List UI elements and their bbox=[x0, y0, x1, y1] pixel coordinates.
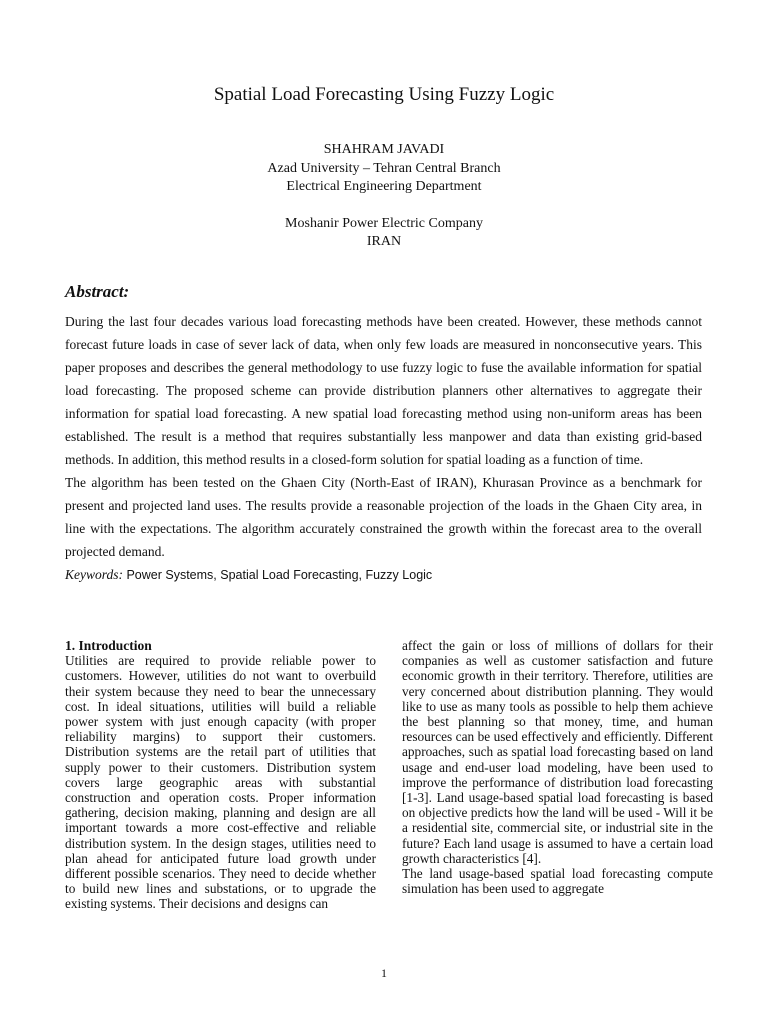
keywords-label: Keywords: bbox=[65, 567, 123, 582]
abstract-body bbox=[65, 310, 702, 587]
intro-right-text-1: affect the gain or loss of millions of dollars for their companies as well as customer satisfaction and future economic growth in their territory. Therefore, utilities are very concerned about distribution planning. They would like to use as many tools as possible to help them achieve the best planning so that money, time, and human resources can be used effectively and efficiently. Different approaches, such as spatial load forecasting based on land usage and end-user load modeling, have been used to improve the performance of distribution load forecasting [1-3]. Land usage-based spatial load forecasting is based on objective predicts how the land will be used - Will it be a residential site, commercial site, or industrial site in the future? Each land usage is assumed to have a certain load growth characteristics [4]. bbox=[402, 638, 713, 866]
section-heading-introduction: 1. Introduction bbox=[65, 638, 152, 653]
abstract-heading: Abstract: bbox=[65, 282, 130, 301]
author-block bbox=[0, 141, 768, 252]
keywords-text: Power Systems, Spatial Load Forecasting, Fuzzy Logic bbox=[123, 568, 433, 582]
abstract-paragraph-2: The algorithm has been tested on the Ghaen City (North-East of IRAN), Khurasan Province as a benchmark for present and projected land uses. The results provide a reasonable projection of the loads in the Ghaen City area, in line with the expectations. The algorithm accurately constrained the growth within the forecast area to the overall projected demand. bbox=[65, 475, 702, 559]
page-number: 1 bbox=[381, 966, 387, 980]
author-name: SHAHRAM JAVADI bbox=[323, 142, 445, 157]
intro-right-text-2: The land usage-based spatial load forecasting compute simulation has been used to aggregate bbox=[402, 866, 713, 897]
affiliation-line-2: Electrical Engineering Department bbox=[286, 179, 482, 194]
abstract-paragraph-1: During the last four decades various load forecasting methods have been created. However, these methods cannot forecast future loads in case of sever lack of data, when only few loads are measured in nonconsecutive years. This paper proposes and describes the general methodology to use fuzzy logic to fuse the available information for spatial load forecasting. The proposed scheme can provide distribution planners other alternatives to aggregate their information for spatial load forecasting. A new spatial load forecasting method using non-uniform areas has been established. The result is a method that requires substantially less manpower and data than existing grid-based methods. In addition, this method results in a closed-form solution for spatial loading as a function of time. bbox=[65, 314, 702, 467]
right-column bbox=[402, 638, 713, 896]
intro-left-text: Utilities are required to provide reliable power to customers. However, utilities do not want to overbuild their system because they need to bear the unnecessary cost. In ideal situations, utilities will build a reliable power system with just enough capacity (with proper reliability margins) to support their customers. Distribution systems are the retail part of utilities that supply power to their customers. Distribution system covers large geographic areas with substantial construction and operation costs. Proper information gathering, decision making, planning and design are all important towards a more cost-effective and reliable distribution system. In the design stages, utilities need to plan ahead for anticipated future load growth under different possible scenarios. They need to decide whether to build new lines and substations, or to upgrade the existing systems. Their decisions and designs can bbox=[65, 653, 376, 912]
paper-title: Spatial Load Forecasting Using Fuzzy Logic bbox=[213, 84, 555, 105]
keywords-line bbox=[65, 563, 702, 587]
company-name: Moshanir Power Electric Company bbox=[285, 215, 483, 231]
left-column bbox=[65, 638, 376, 912]
author-gap bbox=[0, 197, 768, 215]
country-name: IRAN bbox=[366, 234, 402, 249]
affiliation-line-1: Azad University – Tehran Central Branch bbox=[267, 160, 501, 176]
